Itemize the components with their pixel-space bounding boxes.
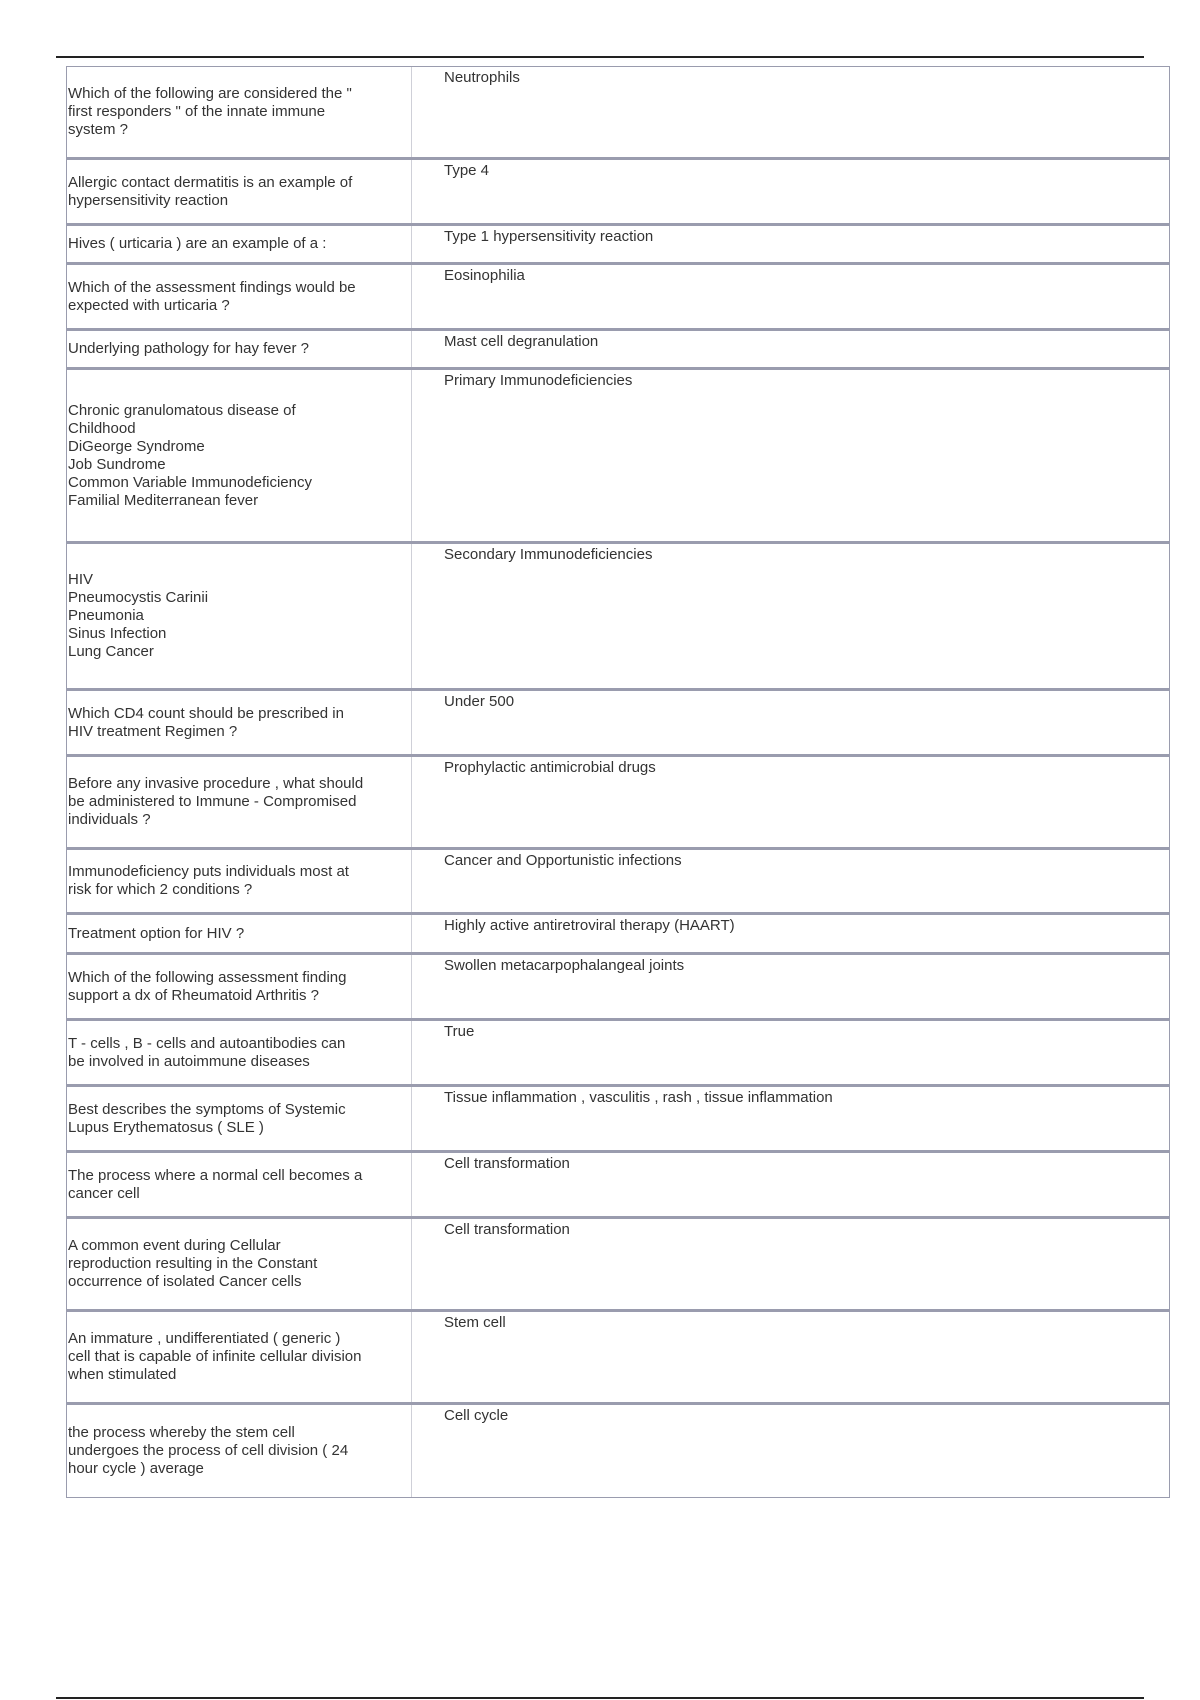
card-definition: Eosinophilia [444,267,525,284]
card-definition: Tissue inflammation , vasculitis , rash , tissue inflammation [444,1089,833,1106]
card-term: Which CD4 count should be prescribed in HIV treatment Regimen ? [67,691,412,754]
card-definition: Secondary Immunodeficiencies [444,546,653,563]
card-row [67,1087,1169,1153]
card-term: An immature , undifferentiated ( generic ) cell that is capable of infinite cellular division when stimulated [67,1312,412,1402]
card-definition: Type 1 hypersensitivity reaction [444,228,654,245]
card-row [67,265,1169,331]
card-definition: Cell cycle [444,1407,509,1424]
card-term: Which of the assessment findings would be expected with urticaria ? [67,265,412,328]
card-term: Before any invasive procedure , what should be administered to Immune - Compromised individuals ? [67,757,412,847]
card-definition: Cell transformation [444,1221,570,1238]
card-term: T - cells , B - cells and autoantibodies can be involved in autoimmune diseases [67,1021,412,1084]
card-definition: Prophylactic antimicrobial drugs [444,759,656,776]
card-row [67,370,1169,544]
card-row [67,1405,1169,1497]
card-row [67,1219,1169,1312]
card-definition: Type 4 [444,162,490,179]
card-term: Allergic contact dermatitis is an example of hypersensitivity reaction [67,160,412,223]
card-term: The process where a normal cell becomes a cancer cell [67,1153,412,1216]
card-term: Chronic granulomatous disease of Childhood DiGeorge Syndrome Job Sundrome Common Variable Immunodeficiency Familial Mediterranean fever [67,370,412,541]
card-term: Underlying pathology for hay fever ? [67,331,412,367]
card-definition: Cancer and Opportunistic infections [444,852,682,869]
card-term: A common event during Cellular reproduction resulting in the Constant occurrence of isolated Cancer cells [67,1219,412,1309]
top-rule [56,56,1144,58]
card-definition: Highly active antiretroviral therapy (HAART) [444,917,735,934]
card-term: Best describes the symptoms of Systemic Lupus Erythematosus ( SLE ) [67,1087,412,1150]
card-row [67,1312,1169,1405]
card-term: Which of the following assessment finding support a dx of Rheumatoid Arthritis ? [67,955,412,1018]
bottom-rule [56,1697,1144,1699]
card-row [67,67,1169,160]
card-row [67,955,1169,1021]
card-row [67,915,1169,955]
card-term: Which of the following are considered the " first responders " of the innate immune system ? [67,67,412,157]
card-row [67,226,1169,265]
card-term: Immunodeficiency puts individuals most at risk for which 2 conditions ? [67,850,412,912]
card-row [67,160,1169,226]
card-definition: True [444,1023,475,1040]
card-definition: Neutrophils [444,69,520,86]
card-term: Hives ( urticaria ) are an example of a : [67,226,412,262]
card-row [67,691,1169,757]
card-term: HIV Pneumocystis Carinii Pneumonia Sinus Infection Lung Cancer [67,544,412,688]
card-row [67,757,1169,850]
card-row [67,850,1169,915]
card-definition: Swollen metacarpophalangeal joints [444,957,685,974]
card-definition: Stem cell [444,1314,506,1331]
card-definition: Mast cell degranulation [444,333,599,350]
card-row [67,331,1169,370]
card-definition: Cell transformation [444,1155,570,1172]
card-definition: Under 500 [444,693,515,710]
card-row [67,1153,1169,1219]
flashcard-table [66,66,1170,1498]
card-row [67,544,1169,691]
card-term: the process whereby the stem cell undergoes the process of cell division ( 24 hour cycle ) average [67,1405,412,1497]
card-definition: Primary Immunodeficiencies [444,372,633,389]
card-term: Treatment option for HIV ? [67,915,412,952]
card-row [67,1021,1169,1087]
